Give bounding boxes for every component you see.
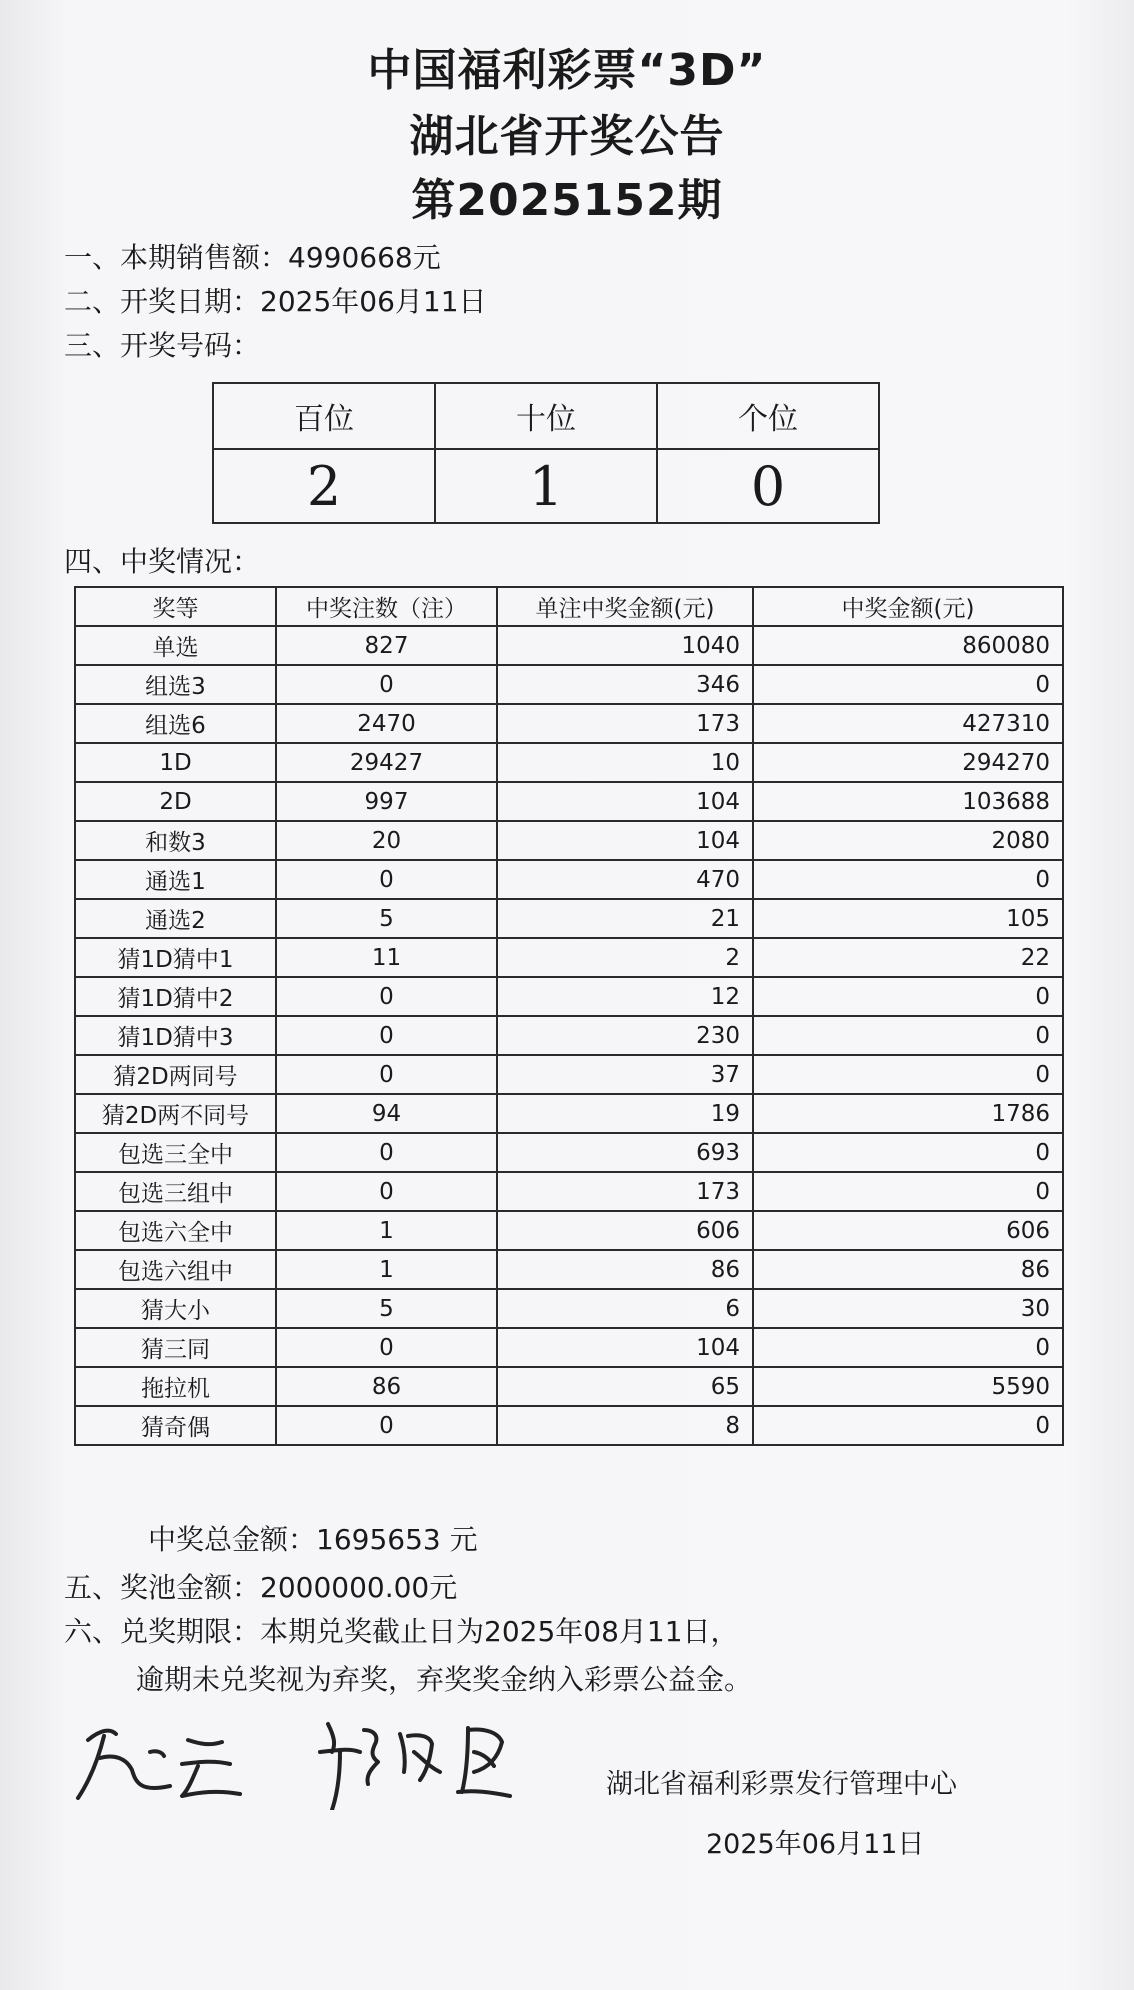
- claim-note: 逾期未兑奖视为弃奖，弃奖奖金纳入彩票公益金。: [136, 1663, 753, 1696]
- prize-level-cell: 猜1D猜中2: [75, 977, 276, 1016]
- total-amount-cell: 0: [753, 977, 1063, 1016]
- prize-level-cell: 包选三组中: [75, 1172, 276, 1211]
- prize-level-cell: 1D: [75, 743, 276, 782]
- table-row: [75, 938, 1063, 977]
- winner-count-cell: 1: [276, 1211, 497, 1250]
- per-ticket-cell: 8: [497, 1406, 753, 1445]
- prize-level-cell: 猜1D猜中1: [75, 938, 276, 977]
- total-amount-cell: 0: [753, 1055, 1063, 1094]
- total-amount-cell: 0: [753, 1406, 1063, 1445]
- winner-count-cell: 94: [276, 1094, 497, 1133]
- table-row: [75, 782, 1063, 821]
- issue-number: 第2025152期: [411, 175, 723, 226]
- table-row: [75, 665, 1063, 704]
- table-row: [75, 1016, 1063, 1055]
- prize-level-cell: 猜大小: [75, 1289, 276, 1328]
- prize-level-cell: 单选: [75, 626, 276, 665]
- sales-amount: 一、本期销售额：4990668元: [64, 241, 441, 274]
- prize-level-cell: 包选三全中: [75, 1133, 276, 1172]
- prize-table-header: [75, 587, 1063, 626]
- table-row: [75, 743, 1063, 782]
- prize-level-cell: 猜2D两不同号: [75, 1094, 276, 1133]
- winner-count-cell: 0: [276, 1016, 497, 1055]
- total-amount-cell: 2080: [753, 821, 1063, 860]
- handwritten-signatures: [70, 1700, 530, 1810]
- total-amount-cell: 0: [753, 665, 1063, 704]
- winner-count-cell: 1: [276, 1250, 497, 1289]
- tens-digit: 1: [435, 449, 657, 523]
- per-ticket-cell: 606: [497, 1211, 753, 1250]
- table-row: [75, 860, 1063, 899]
- per-ticket-cell: 2: [497, 938, 753, 977]
- winner-count-cell: 0: [276, 1172, 497, 1211]
- prize-level-cell: 2D: [75, 782, 276, 821]
- table-row: [75, 1367, 1063, 1406]
- table-row: [75, 1406, 1063, 1445]
- total-amount-cell: 427310: [753, 704, 1063, 743]
- prize-level-cell: 包选六组中: [75, 1250, 276, 1289]
- claim-deadline: 六、兑奖期限：本期兑奖截止日为2025年08月11日，: [64, 1615, 739, 1648]
- per-ticket-cell: 173: [497, 1172, 753, 1211]
- per-ticket-cell: 19: [497, 1094, 753, 1133]
- hundreds-digit: 2: [213, 449, 435, 523]
- winner-count-cell: 0: [276, 977, 497, 1016]
- col-total-amount: 中奖金额(元): [753, 587, 1063, 626]
- prize-level-cell: 猜1D猜中3: [75, 1016, 276, 1055]
- winner-count-cell: 0: [276, 1328, 497, 1367]
- prize-level-cell: 包选六全中: [75, 1211, 276, 1250]
- total-winnings: 中奖总金额：1695653 元: [148, 1523, 478, 1556]
- hundreds-header: 百位: [213, 383, 435, 449]
- total-amount-cell: 0: [753, 1133, 1063, 1172]
- winner-count-cell: 0: [276, 665, 497, 704]
- total-amount-cell: 0: [753, 1328, 1063, 1367]
- total-amount-cell: 606: [753, 1211, 1063, 1250]
- per-ticket-cell: 6: [497, 1289, 753, 1328]
- per-ticket-cell: 12: [497, 977, 753, 1016]
- winner-count-cell: 0: [276, 860, 497, 899]
- col-prize-level: 奖等: [75, 587, 276, 626]
- prize-level-cell: 和数3: [75, 821, 276, 860]
- numbers-label: 三、开奖号码：: [64, 329, 261, 362]
- title-line-1: 中国福利彩票“3D”: [367, 45, 767, 96]
- ones-header: 个位: [657, 383, 879, 449]
- winner-count-cell: 997: [276, 782, 497, 821]
- winner-count-cell: 0: [276, 1055, 497, 1094]
- winner-count-cell: 827: [276, 626, 497, 665]
- prize-level-cell: 通选1: [75, 860, 276, 899]
- per-ticket-cell: 693: [497, 1133, 753, 1172]
- winner-count-cell: 29427: [276, 743, 497, 782]
- per-ticket-cell: 86: [497, 1250, 753, 1289]
- issuer-name: 湖北省福利彩票发行管理中心: [606, 1769, 957, 1800]
- total-amount-cell: 5590: [753, 1367, 1063, 1406]
- draw-date: 二、开奖日期：2025年06月11日: [64, 285, 487, 318]
- winner-count-cell: 0: [276, 1406, 497, 1445]
- total-amount-cell: 105: [753, 899, 1063, 938]
- per-ticket-cell: 10: [497, 743, 753, 782]
- total-amount-cell: 86: [753, 1250, 1063, 1289]
- table-row: [75, 1055, 1063, 1094]
- total-amount-cell: 0: [753, 860, 1063, 899]
- table-row: [75, 704, 1063, 743]
- table-row: [75, 1133, 1063, 1172]
- table-row: [75, 1211, 1063, 1250]
- per-ticket-cell: 173: [497, 704, 753, 743]
- prize-level-cell: 组选6: [75, 704, 276, 743]
- total-amount-cell: 294270: [753, 743, 1063, 782]
- prize-level-cell: 猜2D两同号: [75, 1055, 276, 1094]
- table-row: [75, 1289, 1063, 1328]
- winner-count-cell: 86: [276, 1367, 497, 1406]
- total-amount-cell: 0: [753, 1016, 1063, 1055]
- col-per-ticket: 单注中奖金额(元): [497, 587, 753, 626]
- total-amount-cell: 22: [753, 938, 1063, 977]
- title-line-2: 湖北省开奖公告: [409, 111, 725, 162]
- prize-table: [74, 586, 1064, 1446]
- table-row: [75, 899, 1063, 938]
- issue-date: 2025年06月11日: [706, 1829, 925, 1860]
- total-amount-cell: 30: [753, 1289, 1063, 1328]
- draw-numbers-table: [212, 382, 880, 524]
- per-ticket-cell: 65: [497, 1367, 753, 1406]
- per-ticket-cell: 21: [497, 899, 753, 938]
- total-amount-cell: 0: [753, 1172, 1063, 1211]
- ones-digit: 0: [657, 449, 879, 523]
- winner-count-cell: 20: [276, 821, 497, 860]
- per-ticket-cell: 104: [497, 782, 753, 821]
- table-row: [75, 1172, 1063, 1211]
- winner-count-cell: 5: [276, 1289, 497, 1328]
- prize-level-cell: 拖拉机: [75, 1367, 276, 1406]
- per-ticket-cell: 470: [497, 860, 753, 899]
- total-amount-cell: 103688: [753, 782, 1063, 821]
- winner-count-cell: 11: [276, 938, 497, 977]
- winner-count-cell: 5: [276, 899, 497, 938]
- col-winner-count: 中奖注数（注）: [276, 587, 497, 626]
- table-row: [75, 1328, 1063, 1367]
- prize-level-cell: 组选3: [75, 665, 276, 704]
- per-ticket-cell: 104: [497, 1328, 753, 1367]
- table-row: [75, 821, 1063, 860]
- prize-label: 四、中奖情况：: [64, 545, 261, 578]
- total-amount-cell: 1786: [753, 1094, 1063, 1133]
- per-ticket-cell: 230: [497, 1016, 753, 1055]
- prize-level-cell: 通选2: [75, 899, 276, 938]
- per-ticket-cell: 1040: [497, 626, 753, 665]
- per-ticket-cell: 346: [497, 665, 753, 704]
- table-row: [75, 977, 1063, 1016]
- prize-level-cell: 猜三同: [75, 1328, 276, 1367]
- prize-level-cell: 猜奇偶: [75, 1406, 276, 1445]
- winner-count-cell: 0: [276, 1133, 497, 1172]
- table-row: [75, 1250, 1063, 1289]
- jackpot-pool: 五、奖池金额：2000000.00元: [64, 1571, 458, 1604]
- per-ticket-cell: 37: [497, 1055, 753, 1094]
- per-ticket-cell: 104: [497, 821, 753, 860]
- winner-count-cell: 2470: [276, 704, 497, 743]
- tens-header: 十位: [435, 383, 657, 449]
- total-amount-cell: 860080: [753, 626, 1063, 665]
- table-row: [75, 626, 1063, 665]
- table-row: [75, 1094, 1063, 1133]
